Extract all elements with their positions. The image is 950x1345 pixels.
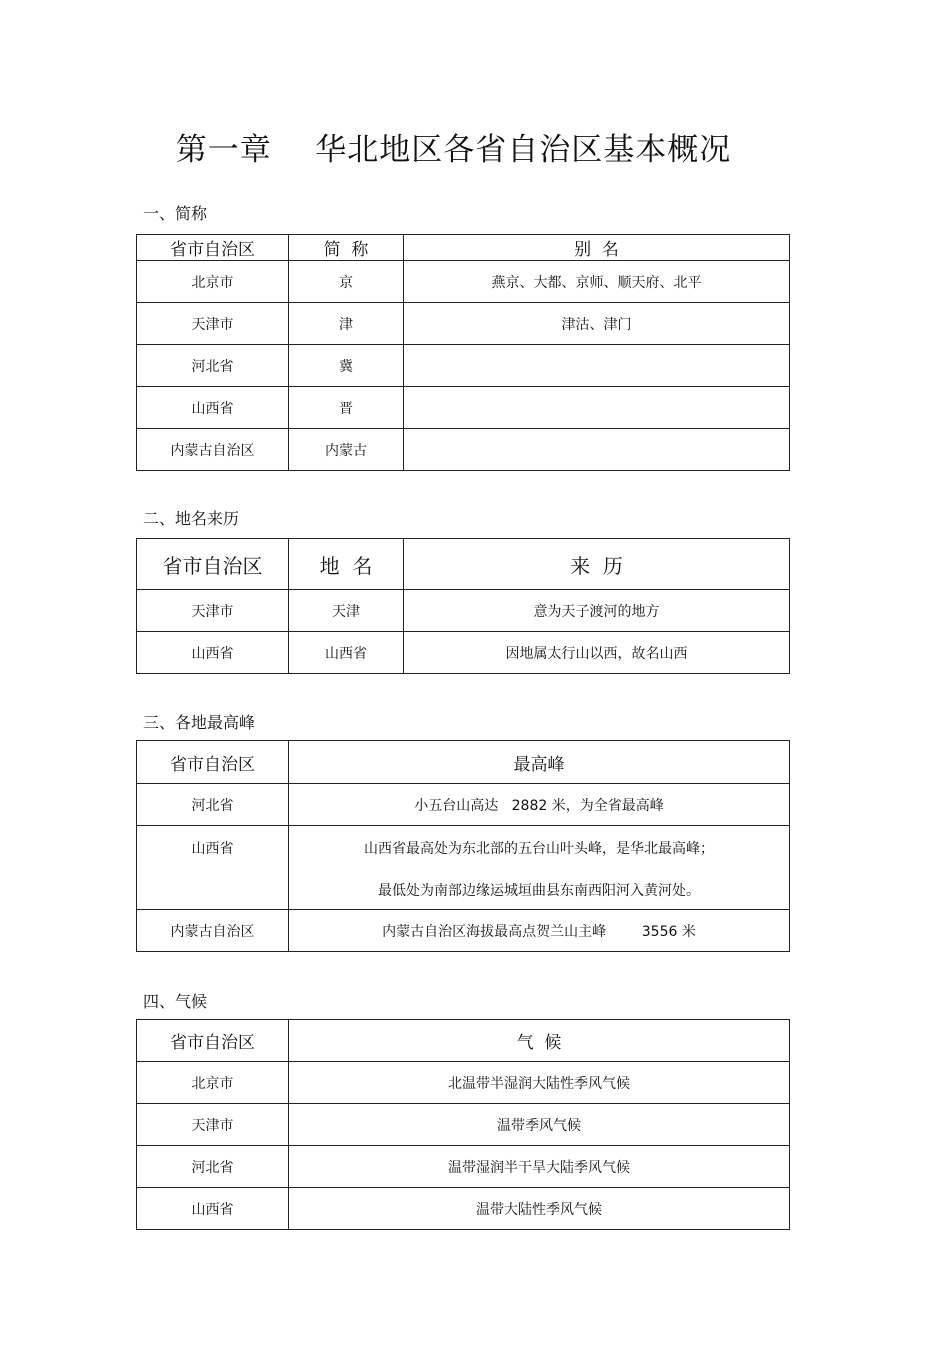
table-cell: 天津市 (137, 303, 289, 345)
table-cell: 河北省 (137, 345, 289, 387)
table-cell: 北温带半湿润大陆性季风气候 (289, 1062, 790, 1104)
table-cell: 小五台山高达 2882 米，为全省最高峰 (289, 784, 790, 826)
table-cell: 山西省 (137, 1188, 289, 1230)
table-cell: 内蒙古自治区 (137, 429, 289, 471)
table-cell: 山西省 (289, 632, 404, 674)
section-heading-abbreviation: 一、简称 (143, 204, 208, 223)
table-cell: 内蒙古自治区海拔最高点贺兰山主峰 3556 米 (289, 910, 790, 952)
lowest-point-description-line: 最低处为南部边缘运城垣曲县东南西阳河入黄河处。 (378, 883, 700, 899)
table-cell: 京 (289, 261, 404, 303)
page-title: 第一章 华北地区各省自治区基本概况 (175, 132, 732, 168)
table-row (137, 1146, 790, 1188)
table-row (137, 590, 790, 632)
table-row (137, 826, 790, 910)
table-row (137, 261, 790, 303)
table-row (137, 1188, 790, 1230)
table-cell (289, 826, 790, 910)
table-header-cell: 简 称 (289, 235, 404, 261)
table-header-cell: 省市自治区 (137, 235, 289, 261)
table-row (137, 303, 790, 345)
table-cell (404, 345, 790, 387)
table-cell: 燕京、大都、京师、顺天府、北平 (404, 261, 790, 303)
name-origin-table (136, 538, 790, 674)
table-cell: 山西省 (137, 632, 289, 674)
table-cell: 天津 (289, 590, 404, 632)
table-row (137, 910, 790, 952)
table-header-row (137, 741, 790, 784)
table-cell: 内蒙古 (289, 429, 404, 471)
table-header-row (137, 539, 790, 590)
section-heading-highest-peak: 三、各地最高峰 (143, 713, 256, 732)
table-cell: 温带大陆性季风气候 (289, 1188, 790, 1230)
table-cell: 天津市 (137, 590, 289, 632)
table-cell: 因地属太行山以西，故名山西 (404, 632, 790, 674)
table-header-cell: 别 名 (404, 235, 790, 261)
abbreviation-table (136, 234, 790, 471)
table-cell: 内蒙古自治区 (137, 910, 289, 952)
table-cell (404, 387, 790, 429)
table-row (137, 632, 790, 674)
table-cell: 河北省 (137, 784, 289, 826)
table-cell: 津 (289, 303, 404, 345)
peak-description-line: 山西省最高处为东北部的五台山叶头峰，是华北最高峰； (364, 841, 714, 857)
table-cell: 北京市 (137, 261, 289, 303)
table-header-cell: 省市自治区 (137, 741, 289, 784)
table-row (137, 784, 790, 826)
table-header-cell: 地 名 (289, 539, 404, 590)
table-header-cell: 省市自治区 (137, 539, 289, 590)
table-row (137, 345, 790, 387)
table-cell: 北京市 (137, 1062, 289, 1104)
table-row (137, 387, 790, 429)
table-header-row (137, 235, 790, 261)
table-cell: 津沽、津门 (404, 303, 790, 345)
table-row (137, 429, 790, 471)
table-cell: 河北省 (137, 1146, 289, 1188)
table-cell: 冀 (289, 345, 404, 387)
table-header-cell: 省市自治区 (137, 1020, 289, 1062)
table-header-cell: 气 候 (289, 1020, 790, 1062)
climate-table (136, 1019, 790, 1230)
table-cell: 山西省 (137, 387, 289, 429)
table-header-row (137, 1020, 790, 1062)
table-row (137, 1062, 790, 1104)
table-row (137, 1104, 790, 1146)
section-heading-name-origin: 二、地名来历 (143, 509, 240, 528)
table-header-cell: 最高峰 (289, 741, 790, 784)
table-cell (404, 429, 790, 471)
table-cell: 温带季风气候 (289, 1104, 790, 1146)
table-header-cell: 来 历 (404, 539, 790, 590)
section-heading-climate: 四、气候 (143, 992, 208, 1011)
table-cell: 意为天子渡河的地方 (404, 590, 790, 632)
table-cell: 温带湿润半干旱大陆季风气候 (289, 1146, 790, 1188)
highest-peak-table (136, 740, 790, 952)
table-cell: 晋 (289, 387, 404, 429)
table-cell: 山西省 (137, 826, 289, 910)
table-cell: 天津市 (137, 1104, 289, 1146)
